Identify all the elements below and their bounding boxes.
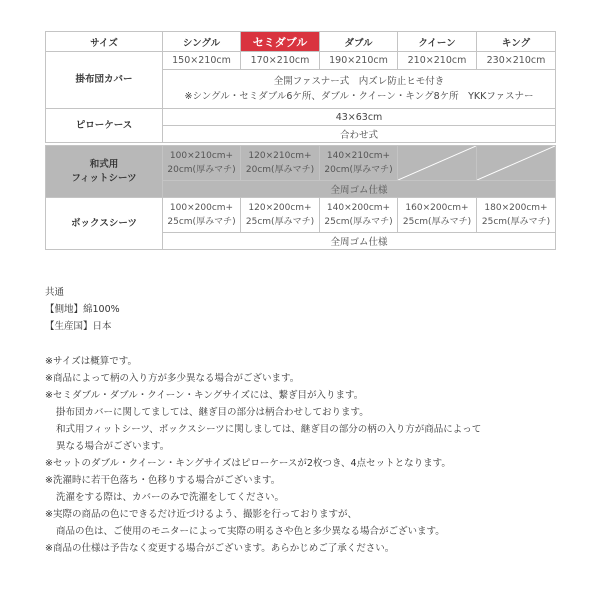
note-line: 異なる場合がございます。	[56, 441, 170, 452]
common-heading: 共通	[45, 287, 65, 298]
box-sheet-single	[163, 198, 241, 233]
header-queen: クイーン	[398, 32, 477, 52]
size-table	[45, 31, 556, 250]
box-sheet-label: ボックスシーツ	[46, 198, 163, 250]
japanese-fitted-semi-double-dim: 120×210cm+	[248, 151, 312, 161]
note-line: ※セットのダブル・クイーン・キングサイズはピローケースが2枚つき、4点セットとなります。	[45, 458, 451, 469]
pillow-case-dim-row	[46, 109, 556, 126]
box-sheet-single-depth: 25cm(厚みマチ)	[167, 217, 236, 227]
origin-info: 【生産国】日本	[45, 321, 112, 332]
comforter-dim-single: 150×210cm	[163, 52, 241, 70]
box-sheet-note: 全周ゴム仕様	[163, 233, 556, 250]
japanese-fitted-double-dim: 140×210cm+	[326, 151, 391, 161]
note-line: ※商品によって柄の入り方が多少異なる場合がございます。	[45, 373, 300, 384]
japanese-fitted-note: 全周ゴム仕様	[163, 181, 556, 198]
comforter-note-line2: ※シングル・セミダブル6ケ所、ダブル・クイーン・キング8ケ所 YKKファスナー	[184, 91, 534, 102]
comforter-note-line1: 全開ファスナー式 内ズレ防止ヒモ付き	[273, 76, 445, 87]
diagonal-slash-king	[477, 146, 555, 180]
japanese-fitted-label-line1: 和式用	[89, 158, 119, 170]
box-sheet-semi-double-depth: 25cm(厚みマチ)	[245, 217, 315, 227]
japanese-fitted-double	[320, 146, 398, 181]
japanese-fitted-queen-na	[398, 146, 477, 181]
note-line: 洗濯をする際は、カバーのみで洗濯をしてください。	[56, 492, 285, 503]
pillow-case-label: ピローケース	[46, 109, 163, 143]
fabric-info: 【側地】綿100%	[45, 304, 120, 315]
product-notes	[45, 284, 565, 557]
header-double: ダブル	[320, 32, 398, 52]
note-line: ※サイズは概算です。	[45, 356, 137, 367]
box-sheet-king-depth: 25cm(厚みマチ)	[481, 217, 551, 227]
note-line: 掛布団カバーに関してましては、継ぎ目の部分は柄合わせしております。	[56, 407, 369, 418]
note-line: 和式用フィットシーツ、ボックスシーツに関しましては、継ぎ目の部分の柄の入り方が商品によって	[56, 424, 482, 435]
box-sheet-double-dim: 140×200cm+	[326, 203, 391, 213]
japanese-fitted-semi-double-depth: 20cm(厚みマチ)	[245, 165, 315, 175]
comforter-dim-double: 190×210cm	[320, 52, 398, 70]
comforter-cover-note	[163, 70, 556, 109]
header-size: サイズ	[46, 32, 163, 52]
box-sheet-semi-double-dim: 120×200cm+	[248, 203, 312, 213]
box-sheet-single-dim: 100×200cm+	[169, 203, 234, 213]
note-line: 商品の色は、ご使用のモニターによって実際の明るさや色と多少異なる場合がございます。	[56, 526, 445, 537]
note-line: ※セミダブル・ダブル・クイーン・キングサイズには、繋ぎ目が入ります。	[45, 390, 364, 401]
note-line: ※商品の仕様は予告なく変更する場合がございます。あらかじめご了承ください。	[45, 543, 395, 554]
japanese-fitted-king-na	[477, 146, 556, 181]
japanese-fitted-label-line2: フィットシーツ	[71, 172, 137, 184]
japanese-fitted-single	[163, 146, 241, 181]
note-line: ※実際の商品の色にできるだけ近づけるよう、撮影を行っておりますが、	[45, 509, 357, 520]
box-sheet-queen-dim: 160×200cm+	[405, 203, 469, 213]
japanese-fitted-double-depth: 20cm(厚みマチ)	[324, 165, 393, 175]
box-sheet-queen-depth: 25cm(厚みマチ)	[402, 217, 472, 227]
box-sheet-queen	[398, 198, 477, 233]
pillow-case-dim: 43×63cm	[163, 109, 556, 126]
comforter-cover-dims-row	[46, 52, 556, 70]
japanese-fitted-single-depth: 20cm(厚みマチ)	[167, 165, 236, 175]
box-sheet-double-depth: 25cm(厚みマチ)	[324, 217, 393, 227]
note-line: ※洗濯時に若干色落ち・色移りする場合がございます。	[45, 475, 281, 486]
box-sheet-king	[477, 198, 556, 233]
japanese-fitted-single-dim: 100×210cm+	[169, 151, 234, 161]
comforter-dim-queen: 210×210cm	[398, 52, 477, 70]
header-semi-double: セミダブル	[241, 32, 320, 52]
comforter-dim-semi-double: 170×210cm	[241, 52, 320, 70]
box-sheet-king-dim: 180×200cm+	[484, 203, 548, 213]
pillow-case-note: 合わせ式	[163, 126, 556, 143]
diagonal-slash-queen	[398, 146, 476, 180]
box-sheet-sizes-row	[46, 198, 556, 233]
comforter-cover-label: 掛布団カバー	[46, 52, 163, 109]
header-single: シングル	[163, 32, 241, 52]
box-sheet-double	[320, 198, 398, 233]
japanese-fitted-semi-double	[241, 146, 320, 181]
box-sheet-semi-double	[241, 198, 320, 233]
comforter-dim-king: 230×210cm	[477, 52, 556, 70]
japanese-fitted-label	[46, 146, 163, 198]
header-king: キング	[477, 32, 556, 52]
japanese-fitted-sizes-row	[46, 146, 556, 181]
header-row	[46, 32, 556, 52]
notes-spacer	[45, 335, 565, 353]
